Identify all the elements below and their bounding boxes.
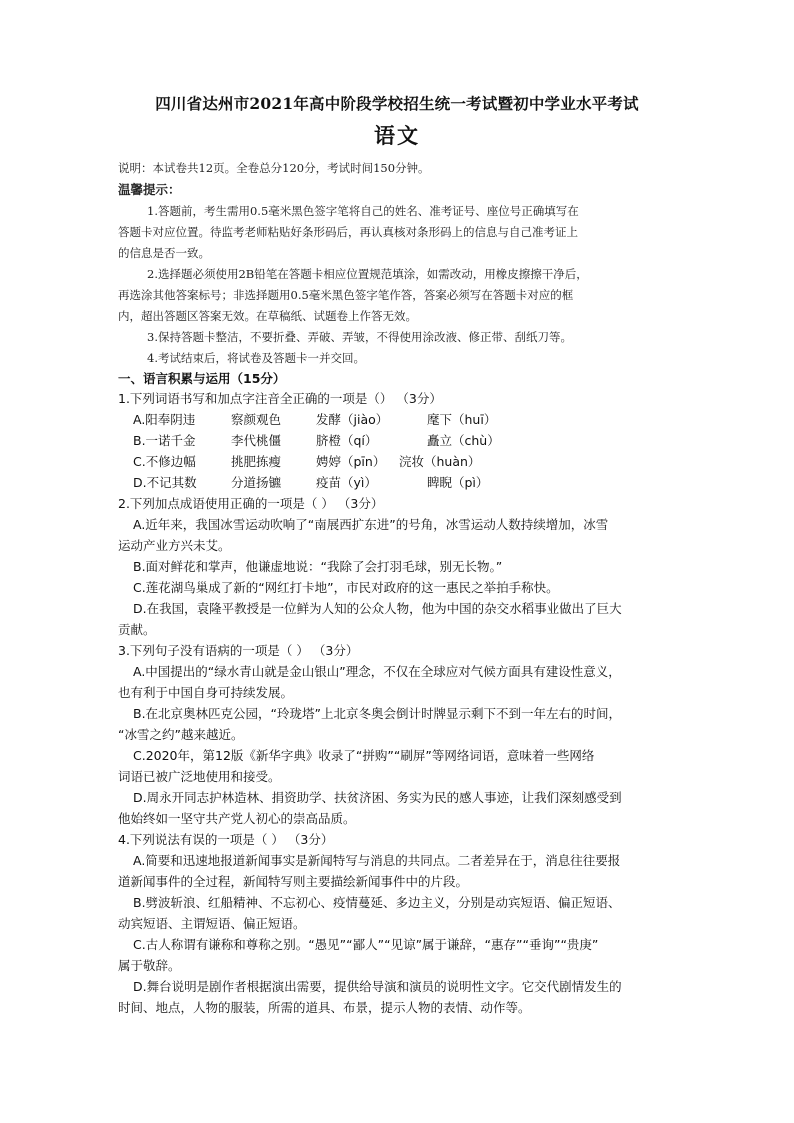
tip-line: 内，超出答题区答案无效。在草稿纸、试题卷上作答无效。: [118, 309, 417, 323]
option-word: 娉婷（pīn）: [316, 454, 386, 469]
question-4-option-line: C.古人称谓有谦称和尊称之别。“愚见”“鄙人”“见谅”属于谦辞，“惠存”“垂询”“贵庚”: [133, 937, 599, 952]
question-3-option-line: 词语已被广泛地使用和接受。: [118, 769, 281, 784]
option-word: D.不记其数: [133, 475, 197, 490]
question-2-option-line: B.面对鲜花和掌声，他谦虚地说：“我除了会打羽毛球，别无长物。”: [133, 559, 503, 574]
question-4-option-line: A.简要和迅速地报道新闻事实是新闻特写与消息的共同点。二者差异在于，消息往往要报: [133, 853, 621, 868]
option-word: 脐橙（qí）: [316, 433, 378, 448]
question-4-option-line: 时间、地点，人物的服装，所需的道具、布景，提示人物的表情、动作等。: [118, 1000, 531, 1015]
question-2-option-line: 贡献。: [118, 622, 156, 637]
exam-note: 说明：本试卷共12页。全卷总分120分，考试时间150分钟。: [118, 161, 430, 175]
option-word: 睥睨（pì）: [427, 475, 489, 490]
option-word: 疫苗（yì）: [316, 475, 377, 490]
option-word: C.不修边幅: [133, 454, 196, 469]
question-2-option-line: A.近年来，我国冰雪运动吹响了“南展西扩东进”的号角，冰雪运动人数持续增加，冰雪: [133, 517, 609, 532]
tip-line: 1.答题前，考生需用0.5毫米黑色签字笔将自己的姓名、准考证号、座位号正确填写在: [147, 204, 579, 218]
option-word: 矗立（chù）: [427, 433, 500, 448]
question-2-stem: 2.下列加点成语使用正确的一项是（ ） （3分）: [118, 496, 384, 511]
question-3-option-line: 他始终如一坚守共产党人初心的崇高品质。: [118, 811, 356, 826]
option-word: B.一诺千金: [133, 433, 196, 448]
tip-line: 再选涂其他答案标号；非选择题用0.5毫米黑色签字笔作答，答案必须写在答题卡对应的框: [118, 288, 574, 302]
question-3-option-line: B.在北京奥林匹克公园，“玲珑塔”上北京冬奥会倒计时牌显示剩下不到一年左右的时间，: [133, 706, 622, 721]
question-3-option-line: C.2020年，第12版《新华字典》收录了“拼购”“刷屏”等网络词语，意味着一些网络: [133, 748, 595, 763]
question-4-option-line: 属于敬辞。: [118, 958, 181, 973]
question-3-option-line: “冰雪之约”越来越近。: [118, 727, 244, 742]
tip-line: 的信息是否一致。: [118, 246, 210, 260]
question-2-option-line: 运动产业方兴未艾。: [118, 538, 231, 553]
question-2-option-line: D.在我国，袁隆平教授是一位鲜为人知的公众人物，他为中国的杂交水稻事业做出了巨大: [133, 601, 622, 616]
option-word: A.阳奉阴违: [133, 412, 196, 427]
option-word: 浣妆（huàn）: [399, 454, 481, 469]
option-word: 发酵（jiào）: [316, 412, 389, 427]
tips-heading: 温馨提示：: [118, 182, 181, 197]
question-4-option-line: B.劈波斩浪、红船精神、不忘初心、疫情蔓延、多边主义，分别是动宾短语、偏正短语、: [133, 895, 621, 910]
question-4-option-line: 道新闻事件的全过程，新闻特写则主要描绘新闻事件中的片段。: [118, 874, 469, 889]
question-3-stem: 3.下列句子没有语病的一项是（ ） （3分）: [118, 643, 359, 658]
option-word: 察颜观色: [231, 412, 282, 427]
section-heading: 一、语言积累与运用（15分）: [118, 371, 286, 386]
subject-title: 语文: [374, 123, 420, 148]
option-word: 麾下（huī）: [427, 412, 497, 427]
tip-line: 答题卡对应位置。待监考老师粘贴好条形码后，再认真核对条形码上的信息与自己准考证上: [118, 225, 578, 239]
question-3-option-line: 也有利于中国自身可持续发展。: [118, 685, 294, 700]
question-3-option-line: A.中国提出的“绿水青山就是金山银山”理念，不仅在全球应对气候方面具有建设性意义，: [133, 664, 621, 679]
exam-title: 四川省达州市2021年高中阶段学校招生统一考试暨初中学业水平考试: [155, 94, 639, 113]
question-4-option-line: 动宾短语、主谓短语、偏正短语。: [118, 916, 306, 931]
tip-line: 4.考试结束后，将试卷及答题卡一并交回。: [147, 351, 365, 365]
question-1-stem: 1.下列词语书写和加点字注音全正确的一项是（） （3分）: [118, 391, 442, 406]
question-3-option-line: D.周永开同志护林造林、捐资助学、扶贫济困、务实为民的感人事迹，让我们深刻感受到: [133, 790, 622, 805]
question-2-option-line: C.莲花湖鸟巢成了新的“网红打卡地”，市民对政府的这一惠民之举拍手称快。: [133, 580, 559, 595]
option-word: 分道扬镳: [231, 475, 282, 490]
question-4-option-line: D.舞台说明是剧作者根据演出需要，提供给导演和演员的说明性文字。它交代剧情发生的: [133, 979, 622, 994]
tip-line: 2.选择题必须使用2B铅笔在答题卡相应位置规范填涂，如需改动，用橡皮擦擦干净后，: [147, 267, 588, 281]
tip-line: 3.保持答题卡整洁，不要折叠、弄破、弄皱，不得使用涂改液、修正带、刮纸刀等。: [147, 330, 572, 344]
option-word: 挑肥拣瘦: [231, 454, 282, 469]
option-word: 李代桃僵: [231, 433, 282, 448]
question-4-stem: 4.下列说法有误的一项是（ ） （3分）: [118, 832, 334, 847]
